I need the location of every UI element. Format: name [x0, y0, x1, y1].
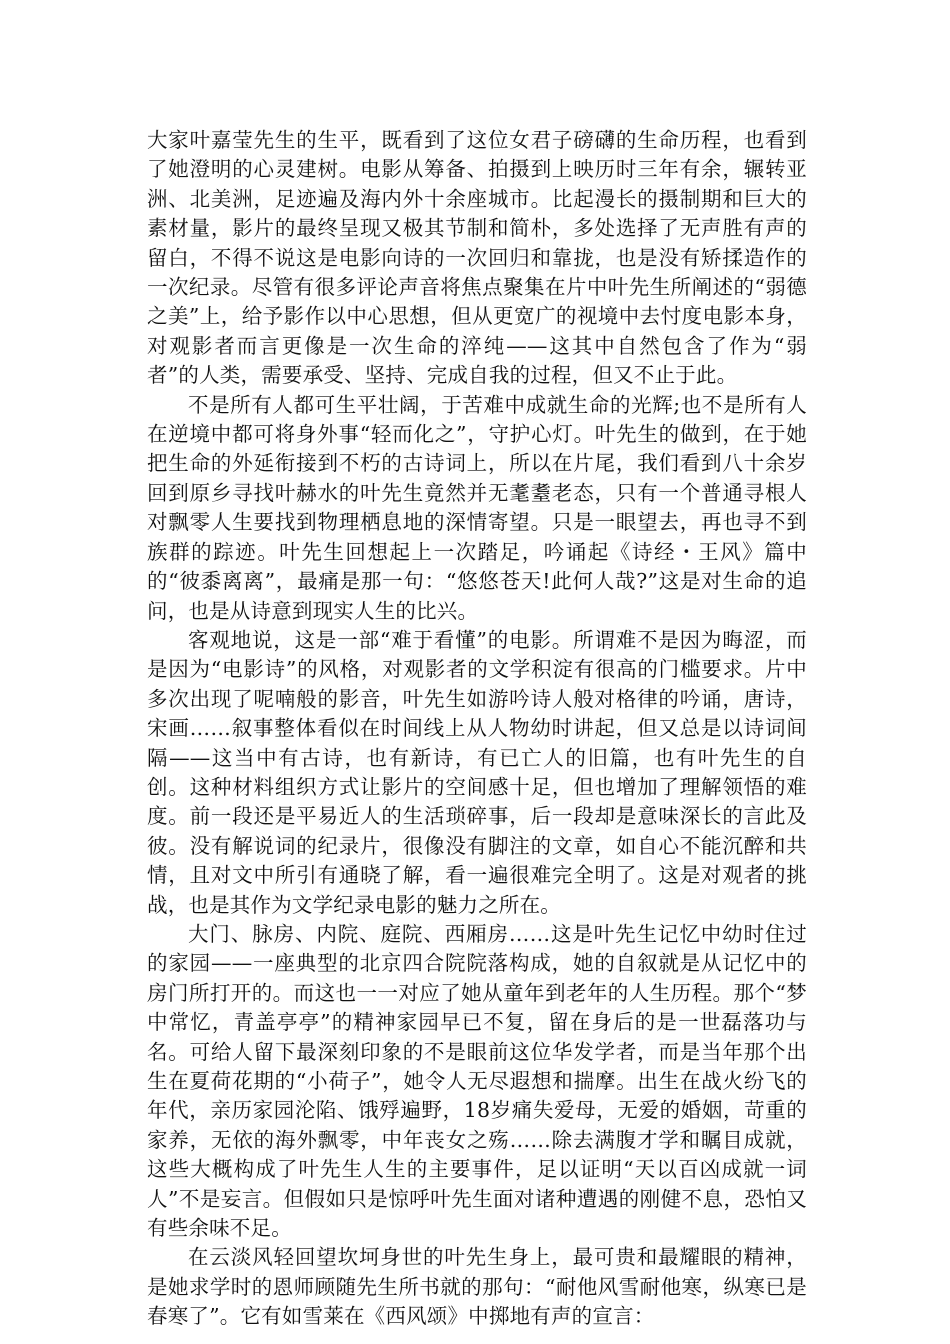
paragraph-3: 客观地说，这是一部“难于看懂”的电影。所谓难不是因为晦涩，而是因为“电影诗”的风格，对观影者的文学积淀有很高的门槛要求。片中多次出现了呢喃般的影音，叶先生如游吟诗人般对格律的吟诵，唐诗，宋画……叙事整体看似在时间线上从人物幼时讲起，但又总是以诗词间隔——这当中有古诗，也有新诗，有已亡人的旧篇，也有叶先生的自创。这种材料组织方式让影片的空间感十足，但也增加了理解领悟的难度。前一段还是平易近人的生活琐碎事，后一段却是意味深长的言此及彼。没有解说词的纪录片，很像没有脚注的文章，如自心不能沉醉和共情，且对文中所引有通晓了解，看一遍很难完全明了。这是对观者的挑战，也是其作为文学纪录电影的魅力之所在。 — [147, 627, 807, 917]
paragraph-4: 大门、脉房、内院、庭院、西厢房……这是叶先生记忆中幼时住过的家园——一座典型的北京四合院院落构成，她的自叙就是从记忆中的房门所打开的。而这也一一对应了她从童年到老年的人生历程。那个“梦中常忆，青盖亭亭”的精神家园早已不复，留在身后的是一世磊落功与名。可给人留下最深刻印象的不是眼前这位华发学者，而是当年那个出生在夏荷花期的“小荷子”，她令人无尽遐想和揣摩。出生在战火纷飞的年代，亲历家园沦陷、饿殍遍野，18岁痛失爱母，无爱的婚姻，苛重的家养，无依的海外飘零，中年丧女之殇……除去满腹才学和瞩目成就，这些大概构成了叶先生人生的主要事件，足以证明“天以百凶成就一词人”不是妄言。但假如只是惊呼叶先生面对诸种遭遇的刚健不息，恐怕又有些余味不足。 — [147, 921, 807, 1241]
article-body — [147, 126, 807, 1332]
paragraph-1: 大家叶嘉莹先生的生平，既看到了这位女君子磅礴的生命历程，也看到了她澄明的心灵建树。电影从筹备、拍摄到上映历时三年有余，辗转亚洲、北美洲，足迹遍及海内外十余座城市。比起漫长的摄制期和巨大的素材量，影片的最终呈现又极其节制和简朴，多处选择了无声胜有声的留白，不得不说这是电影向诗的一次回归和靠拢，也是没有矫揉造作的一次纪录。尽管有很多评论声音将焦点聚集在片中叶先生所阐述的“弱德之美”上，给予影作以中心思想，但从更宽广的视境中去忖度电影本身，对观影者而言更像是一次生命的淬纯——这其中自然包含了作为“弱者”的人类，需要承受、坚持、完成自我的过程，但又不止于此。 — [147, 128, 807, 388]
paragraph-2: 不是所有人都可生平壮阔，于苦难中成就生命的光辉;也不是所有人在逆境中都可将身外事“轻而化之”，守护心灯。叶先生的做到，在于她把生命的外延衔接到不朽的古诗词上，所以在片尾，我们看到八十余岁回到原乡寻找叶赫水的叶先生竟然并无耄耋老态，只有一个普通寻根人对飘零人生要找到物理栖息地的深情寄望。只是一眼望去，再也寻不到族群的踪迹。叶先生回想起上一次踏足，吟诵起《诗经・王风》篇中的“彼黍离离”，最痛是那一句：“悠悠苍天!此何人哉?”这是对生命的追问，也是从诗意到现实人生的比兴。 — [147, 392, 807, 623]
paragraph-5: 在云淡风轻回望坎坷身世的叶先生身上，最可贵和最耀眼的精神，是她求学时的恩师顾随先生所书就的那句：“耐他风雪耐他寒，纵寒已是春寒了”。它有如雪莱在《西风颂》中掷地有声的宣言： — [147, 1245, 807, 1329]
